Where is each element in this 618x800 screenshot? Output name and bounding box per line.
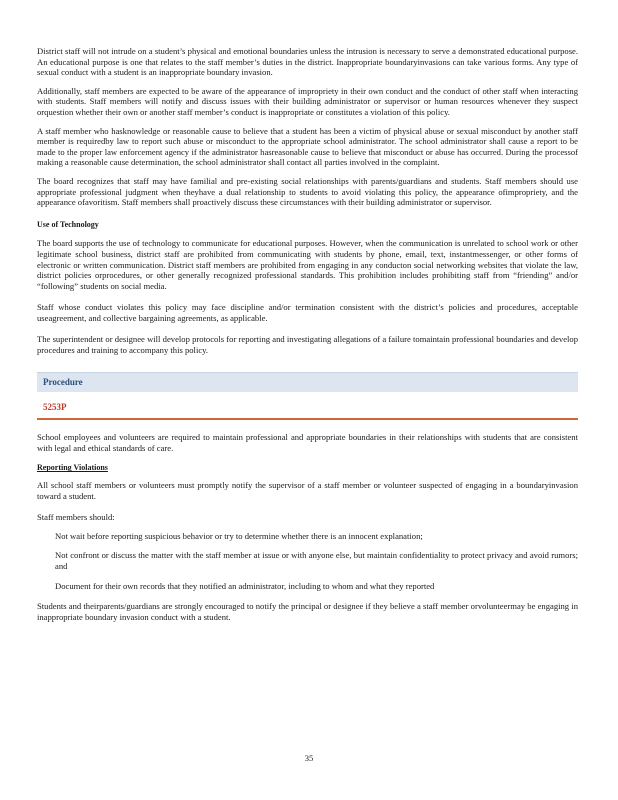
policy-divider: [37, 418, 578, 420]
page-content: [37, 46, 578, 630]
procedure-intro: School employees and volunteers are required to maintain professional and appropriate boundaries in their relationships with students that are consistent with legal and ethical standards of care.: [37, 432, 578, 453]
page-number: 35: [304, 753, 314, 763]
intro-paragraph: Additionally, staff members are expected to be aware of the appearance of impropriety in their own conduct and the conduct of other staff when interacting with students. Staff members will notify and discuss issues with their building administrator or supervisor or human resources whenever they suspect orquestion whether their own or another staff member’s conduct is inappropriate or constitutes a violation of this policy.: [37, 85, 578, 117]
list-item: [37, 550, 578, 571]
intro-paragraph: District staff will not intrude on a student’s physical and emotional boundaries unless the intrusion is necessary to serve a demonstrated educational purpose. An educational purpose is one that relates to the staff member’s duties in the district. Inappropriate boundaryinvasions can take various forms. Any type of sexual conduct with a student is an inappropriate boundary invasion.: [37, 46, 578, 78]
reporting-heading: Reporting Violations: [37, 463, 108, 473]
technology-heading: Use of Technology: [37, 219, 99, 229]
intro-paragraph: The board recognizes that staff may have familial and pre-existing social relationships with parents/guardians and students. Staff members should use appropriate professional judgment when theyhave a dual relationship to students to avoid violating this policy, the appearance ofimpropriety, and the appearance ofavoritism. Staff members shall proactively discuss these circumstances with their building administrator or supervisor.: [37, 175, 578, 208]
technology-paragraph: The superintendent or designee will develop protocols for reporting and investigating allegations of a failure tomaintain professional boundaries and develop procedures and training to accompany this policy.: [37, 334, 578, 356]
bullet-list: [37, 531, 578, 591]
technology-paragraph: The board supports the use of technology to communicate for educational purposes. However, when the communication is unrelated to school work or other legitimate school business, district staff are prohibited from communicating with students by phone, email, text, instantmessenger, or other forms of electronic or written communication. District staff members are prohibited from engaging in any conducton social networking websites that violate the law, district policies orprocedures, or other generally recognized professional standards. This prohibition includes prohibiting staff from “friending” and/or “following” students on social media.: [37, 238, 578, 291]
intro-paragraph: A staff member who hasknowledge or reasonable cause to believe that a student has been a victim of physical abuse or sexual misconduct by another staff member is requiredby law to report such abuse or misconduct to the appropriate school administrator. The school administrator shall cause a report to be made to the proper law enforcement agency if the administrator hasreasonable cause to believe that misconduct or abuse has occurred. During the processof making a reasonable cause determination, the school administrator shall contact all parties involved in the complaint.: [37, 125, 578, 168]
list-item: [37, 581, 578, 592]
list-item: [37, 531, 578, 542]
list-item-text: Not confront or discuss the matter with the staff member at issue or with anyone else, but maintain confidentiality to protect privacy and avoid rumors; and: [55, 550, 578, 571]
policy-number: 5253P: [43, 401, 67, 412]
should-intro: Staff members should:: [37, 512, 115, 523]
technology-paragraph: Staff whose conduct violates this policy may face discipline and/or termination consistent with the district’s policies and procedures, acceptable useagreement, and collective bargaining agreements, as applicable.: [37, 302, 578, 323]
procedure-banner: [37, 372, 578, 392]
reporting-paragraph: All school staff members or volunteers must promptly notify the supervisor of a staff member or volunteer suspected of engaging in a boundaryinvasion toward a student.: [37, 480, 578, 501]
list-item-text: Document for their own records that they notified an administrator, including to whom and what they reported: [55, 580, 435, 591]
closing-paragraph: Students and theirparents/guardians are strongly encouraged to notify the principal or designee if they believe a staff member orvolunteermay be engaging in inappropriate boundary invasion conduct with a student.: [37, 601, 578, 622]
procedure-label: Procedure: [43, 376, 83, 387]
list-item-text: Not wait before reporting suspicious behavior or try to determine whether there is an innocent explanation;: [55, 530, 423, 541]
